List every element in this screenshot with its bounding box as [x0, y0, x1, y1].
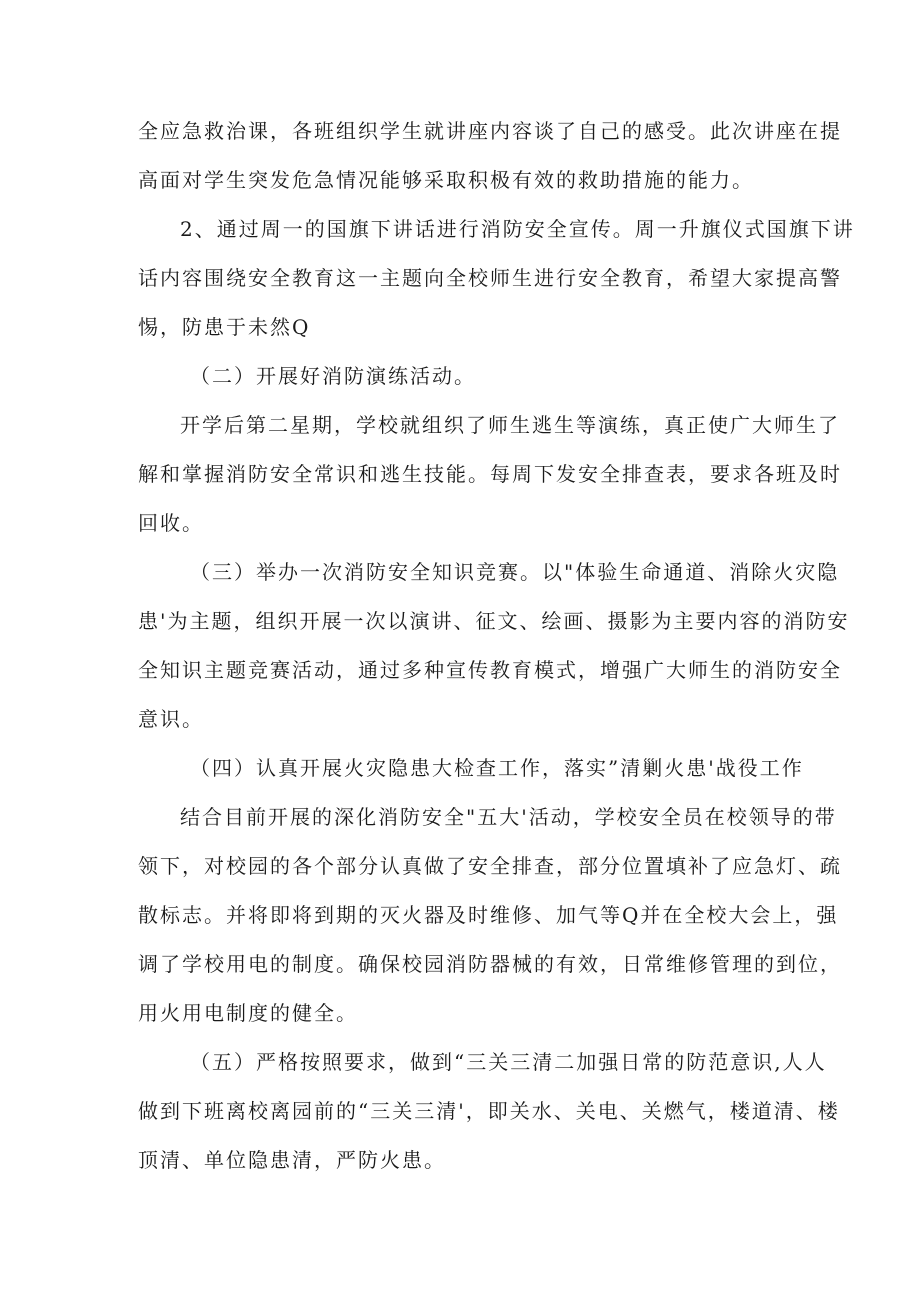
text-line: 全知识主题竞赛活动，通过多种宣传教育模式，增强广大师生的消防安全 [138, 658, 842, 682]
text-line: 回收。 [138, 511, 204, 535]
section-heading: （三）举办一次消防安全知识竞赛。以"体验生命通道、消除火灾隐 [190, 560, 840, 584]
section-heading: （五）严格按照要求，做到“三关三清二加强日常的防范意识,人人 [190, 1050, 827, 1074]
text-line: 全应急救治课，各班组织学生就讲座内容谈了自己的感受。此次讲座在提 [138, 119, 842, 143]
text-line: 话内容围绕安全教育这一主题向全校师生进行安全教育，希望大家提高警 [138, 266, 842, 290]
text-line: 高面对学生突发危急情况能够采取积极有效的救助措施的能力。 [138, 168, 754, 192]
section-heading: （四）认真开展火灾隐患大检查工作，落实”清剿火患'战役工作 [190, 756, 804, 780]
text-line: 开学后第二星期，学校就组织了师生逃生等演练，真正使广大师生了 [180, 413, 840, 437]
text-line: 用火用电制度的健全。 [138, 1001, 358, 1025]
text-line: 意识。 [138, 707, 204, 731]
text-line: 调了学校用电的制度。确保校园消防器械的有效，日常维修管理的到位， [138, 952, 842, 976]
text-line: 惕，防患于未然Q [138, 315, 311, 339]
text-line: 顶清、单位隐患清，严防火患。 [138, 1148, 446, 1172]
text-line: 结合目前开展的深化消防安全"五大'活动，学校安全员在校领导的带 [180, 805, 837, 829]
text-line: 2、通过周一的国旗下讲话进行消防安全宣传。周一升旗仪式国旗下讲 [180, 217, 855, 241]
text-line: 做到下班离校离园前的“三关三清'，即关水、关电、关燃气，楼道清、楼 [138, 1099, 840, 1123]
section-heading: （二）开展好消防演练活动。 [190, 364, 476, 388]
text-line: 领下，对校园的各个部分认真做了安全排查，部分位置填补了应急灯、疏 [138, 854, 842, 878]
text-line: 解和掌握消防安全常识和逃生技能。每周下发安全排查表，要求各班及时 [138, 462, 842, 486]
text-line: 患'为主题，组织开展一次以演讲、征文、绘画、摄影为主要内容的消防安 [138, 609, 850, 633]
text-line: 散标志。并将即将到期的灭火器及时维修、加气等Q并在全校大会上，强 [138, 903, 839, 927]
